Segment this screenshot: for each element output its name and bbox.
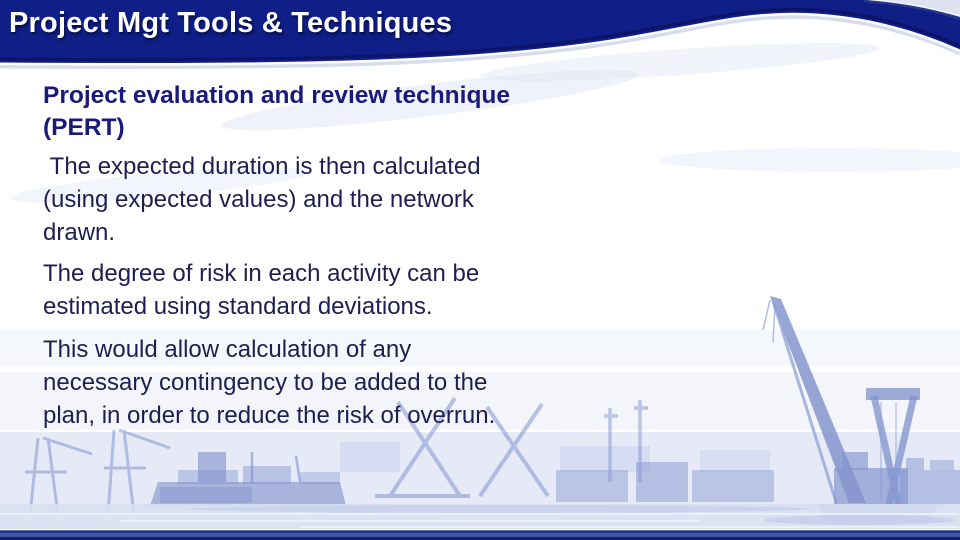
body-heading bbox=[43, 80, 643, 144]
body-paragraph bbox=[43, 150, 643, 249]
body-text-line: (using expected values) and the network bbox=[43, 186, 474, 213]
body-text-line: drawn. bbox=[43, 219, 116, 246]
body-text-line: plan, in order to reduce the risk of overrun. bbox=[43, 402, 496, 429]
body-paragraph bbox=[43, 333, 643, 432]
body-heading-line: (PERT) bbox=[43, 114, 125, 141]
body-text-line: The expected duration is then calculated bbox=[43, 153, 481, 180]
body-text-line: The degree of risk in each activity can be bbox=[43, 260, 480, 287]
body-text-line: estimated using standard deviations. bbox=[43, 293, 433, 320]
footer-bar bbox=[0, 529, 960, 540]
body-text-line: necessary contingency to be added to the bbox=[43, 369, 488, 396]
body-heading-line: Project evaluation and review technique bbox=[43, 82, 510, 109]
body-text-line: This would allow calculation of any bbox=[43, 336, 412, 363]
slide-title: Project Mgt Tools & Techniques bbox=[9, 7, 453, 39]
slide-body bbox=[43, 80, 643, 432]
body-paragraph bbox=[43, 257, 643, 323]
slide-header bbox=[0, 0, 960, 70]
